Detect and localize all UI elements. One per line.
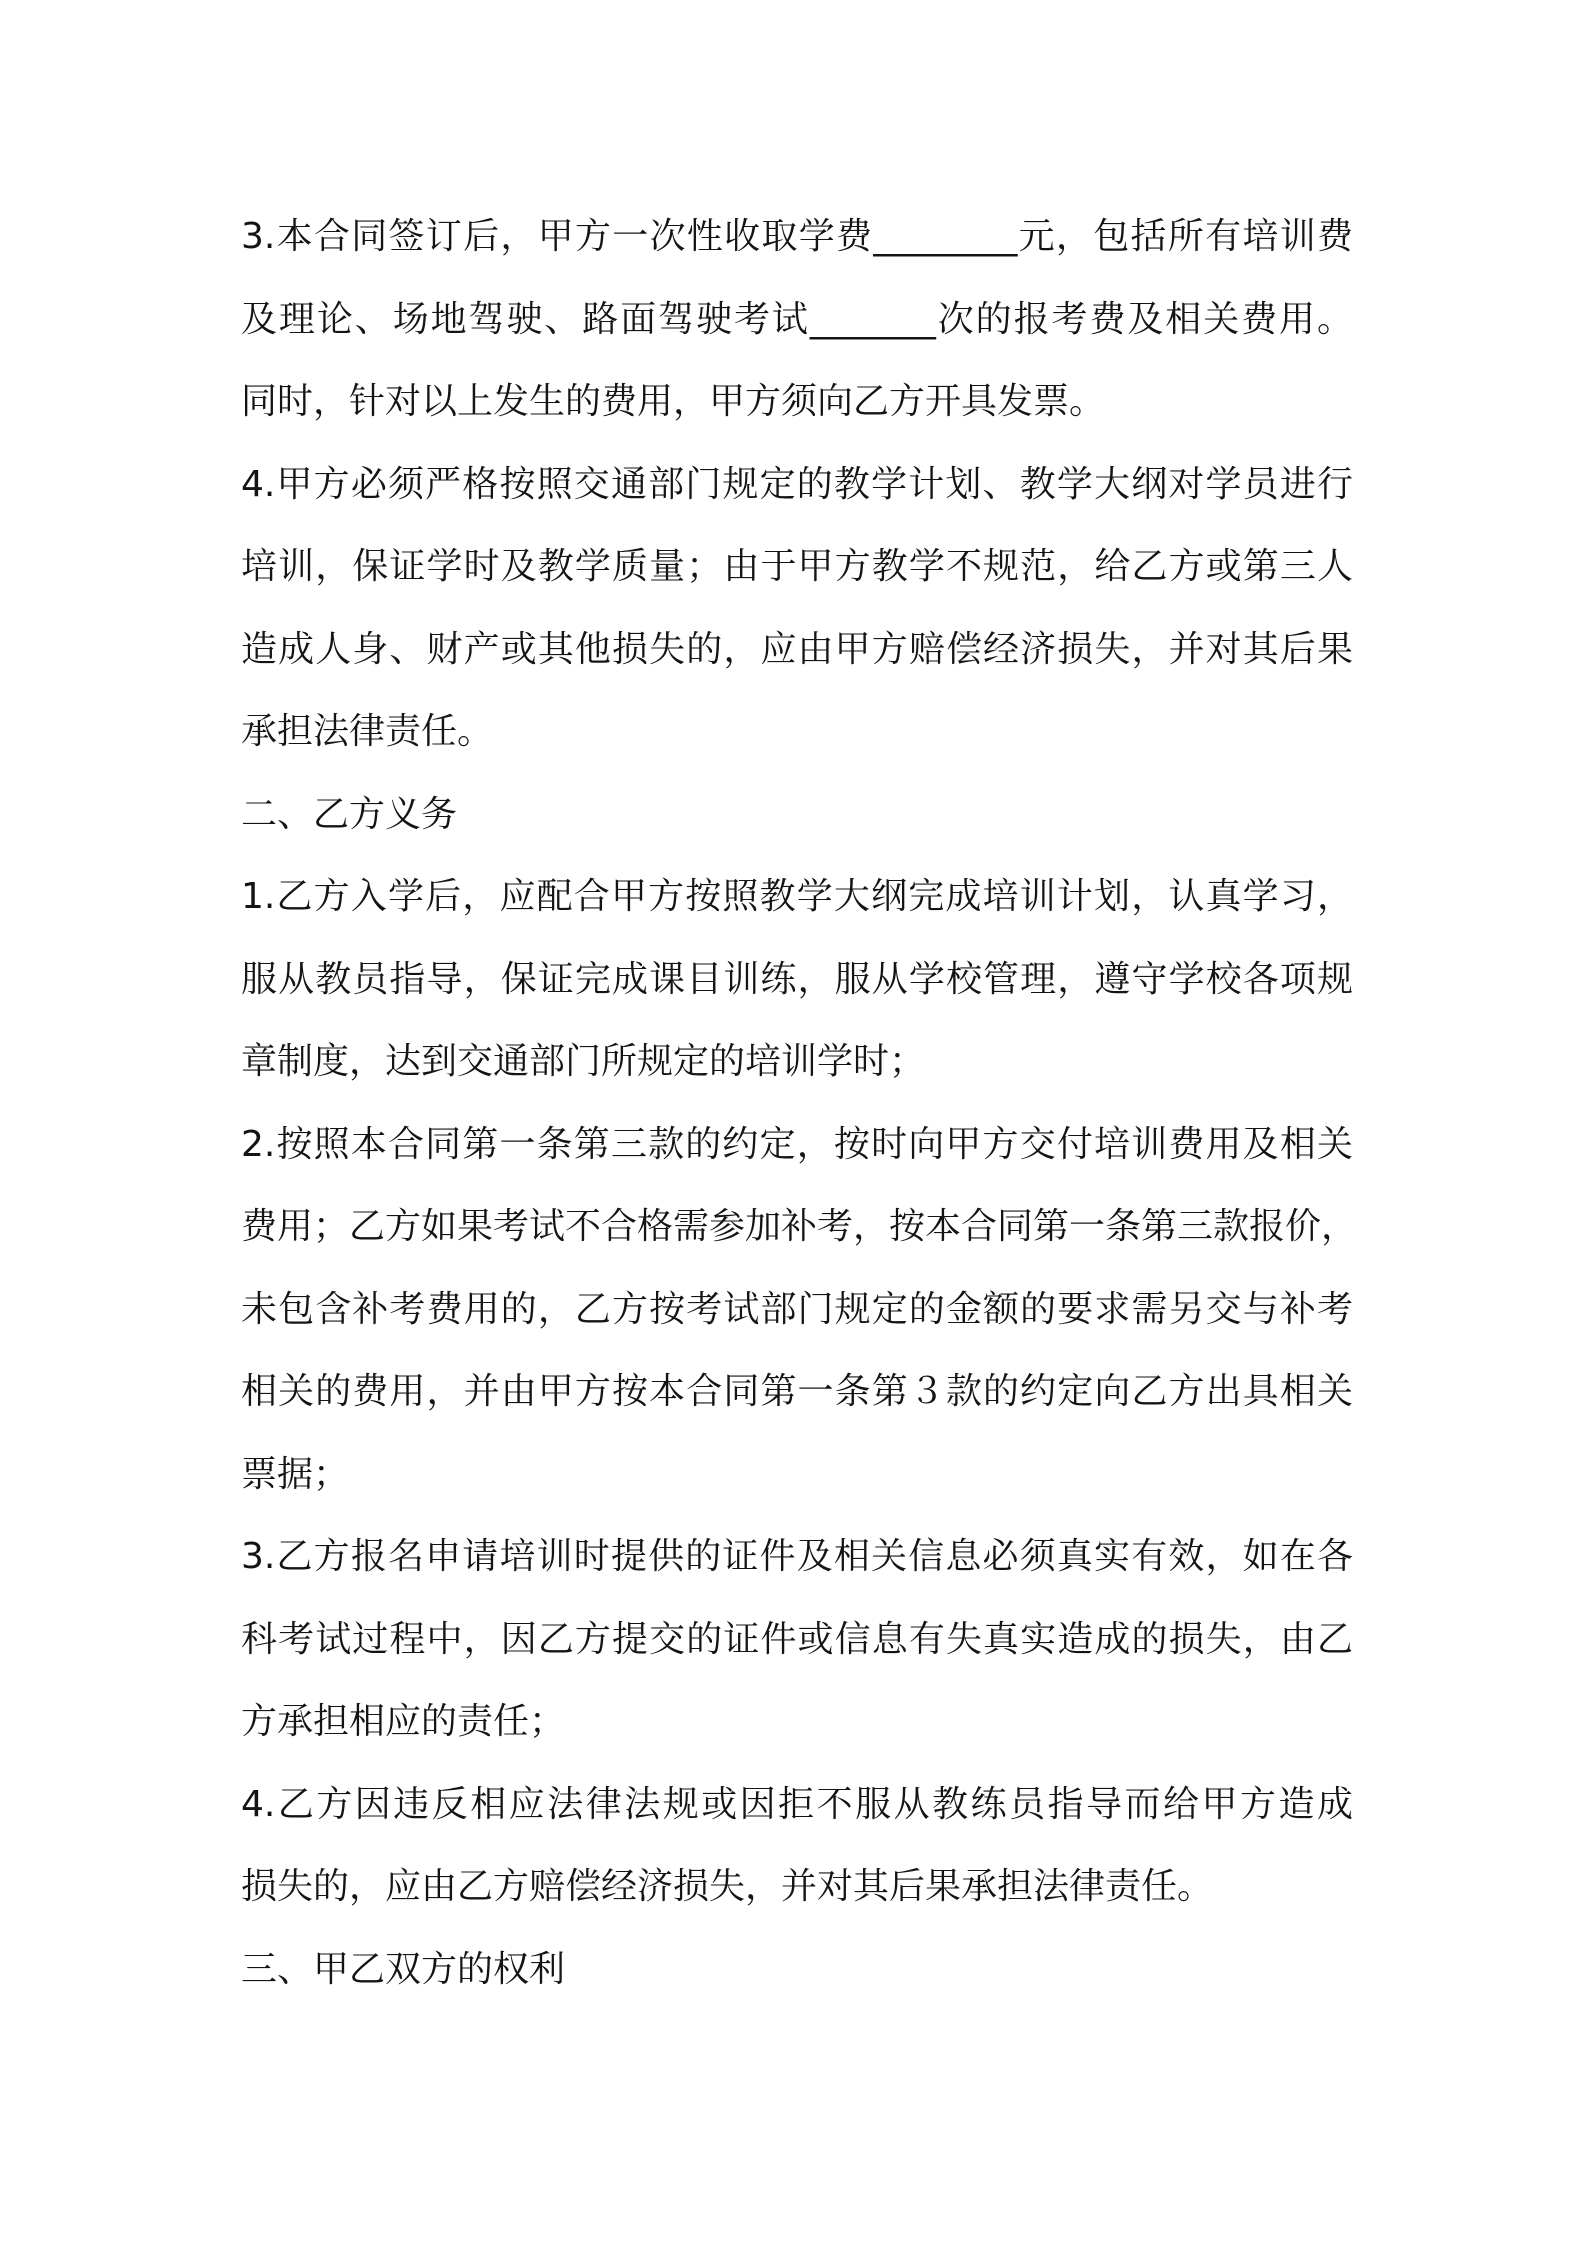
text-line: 4.甲方必须严格按照交通部门规定的教学计划、教学大纲对学员进行: [241, 463, 1353, 505]
text-line: 未包含补考费用的，乙方按考试部门规定的金额的要求需另交与补考: [241, 1288, 1353, 1330]
text-line: 章制度，达到交通部门所规定的培训学时；: [241, 1041, 926, 1082]
text-line: 1.乙方入学后，应配合甲方按照教学大纲完成培训计划，认真学习，: [241, 876, 1353, 917]
text-line: 3.乙方报名申请培训时提供的证件及相关信息必须真实有效，如在各: [241, 1536, 1353, 1577]
text-line: 同时，针对以上发生的费用，甲方须向乙方开具发票。: [241, 381, 1106, 422]
text-line: 服从教员指导，保证完成课目训练，服从学校管理，遵守学校各项规: [241, 958, 1353, 1000]
section-heading: 二、乙方义务: [241, 793, 458, 835]
text-line: 方承担相应的责任；: [241, 1701, 566, 1742]
text-line: 4.乙方因违反相应法律法规或因拒不服从教练员指导而给甲方造成: [241, 1783, 1353, 1825]
text-line: 票据；: [241, 1453, 350, 1495]
document-body: [241, 196, 1358, 2011]
text-line: 及理论、场地驾驶、路面驾驶考试_______次的报考费及相关费用。: [241, 298, 1353, 340]
text-line: 2.按照本合同第一条第三款的约定，按时向甲方交付培训费用及相关: [241, 1123, 1353, 1165]
text-line: 承担法律责任。: [241, 711, 494, 752]
text-line: 损失的，应由乙方赔偿经济损失，并对其后果承担法律责任。: [241, 1866, 1214, 1907]
text-line: 培训，保证学时及教学质量；由于甲方教学不规范，给乙方或第三人: [241, 546, 1353, 587]
text-line: 科考试过程中，因乙方提交的证件或信息有失真实造成的损失，由乙: [241, 1618, 1353, 1660]
text-line: 相关的费用，并由甲方按本合同第一条第３款的约定向乙方出具相关: [241, 1371, 1353, 1412]
text-line: 造成人身、财产或其他损失的，应由甲方赔偿经济损失，并对其后果: [241, 628, 1353, 670]
text-line: 3.本合同签订后，甲方一次性收取学费________元，包括所有培训费: [241, 216, 1353, 257]
text-line: 费用；乙方如果考试不合格需参加补考，按本合同第一条第三款报价，: [241, 1206, 1358, 1247]
section-heading: 三、甲乙双方的权利: [241, 1948, 566, 1990]
